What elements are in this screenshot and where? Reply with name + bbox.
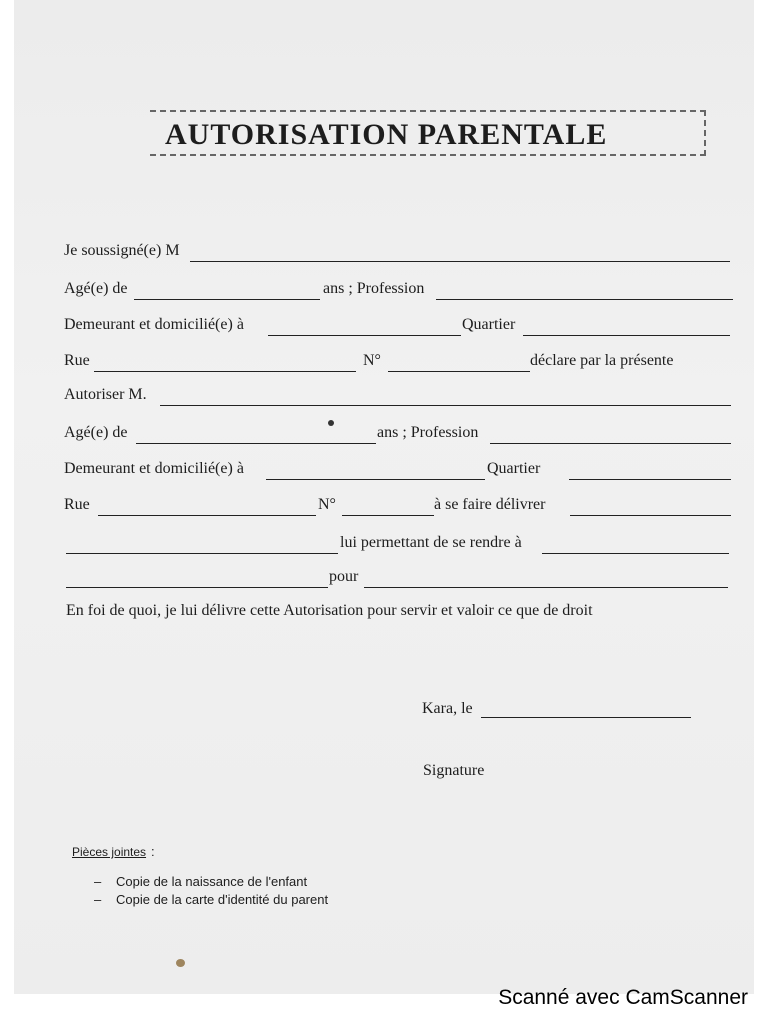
dash-icon: – <box>94 874 102 889</box>
blank-line[interactable] <box>190 260 730 262</box>
label-age: Agé(e) de <box>64 424 128 441</box>
label-pour: pour <box>329 568 359 585</box>
blank-line[interactable] <box>569 478 731 480</box>
attachment-item <box>94 874 307 889</box>
form-row-age <box>64 278 732 302</box>
label-domicile: Demeurant et domicilié(e) à <box>64 316 244 333</box>
label-quartier: Quartier <box>462 316 516 333</box>
ink-spot <box>328 420 334 426</box>
attachments-colon: : <box>151 844 155 859</box>
label-soussigne: Je soussigné(e) M <box>64 242 180 259</box>
label-delivrer: à se faire délivrer <box>434 496 546 513</box>
form-row-name <box>64 240 732 264</box>
blank-line[interactable] <box>66 552 338 554</box>
label-numero: N° <box>363 352 381 369</box>
blank-line[interactable] <box>364 586 728 588</box>
form-row-authorize <box>64 384 732 408</box>
label-domicile: Demeurant et domicilié(e) à <box>64 460 244 477</box>
form-row-child-address <box>64 458 732 482</box>
label-numero: N° <box>318 496 336 513</box>
attachment-text: Copie de la naissance de l'enfant <box>116 874 308 889</box>
label-profession: ans ; Profession <box>323 280 425 297</box>
blank-line[interactable] <box>436 298 733 300</box>
blank-line[interactable] <box>523 334 730 336</box>
place-date-label: Kara, le <box>422 700 473 717</box>
blank-line[interactable] <box>66 586 328 588</box>
blank-line[interactable] <box>98 514 316 516</box>
form-row-purpose <box>64 566 732 590</box>
blank-line[interactable] <box>268 334 461 336</box>
date-blank-line[interactable] <box>481 717 691 718</box>
label-declare: déclare par la présente <box>530 352 674 369</box>
attachment-item <box>94 892 328 907</box>
form-row-street <box>64 350 732 374</box>
form-row-child-street <box>64 494 732 518</box>
form-row-child-age <box>64 422 732 446</box>
scanner-watermark: Scanné avec CamScanner <box>498 986 748 1009</box>
blank-line[interactable] <box>136 442 376 444</box>
blank-line[interactable] <box>542 552 729 554</box>
label-quartier: Quartier <box>487 460 541 477</box>
dash-icon: – <box>94 892 102 907</box>
label-rue: Rue <box>64 496 90 513</box>
blank-line[interactable] <box>570 514 731 516</box>
label-profession: ans ; Profession <box>377 424 479 441</box>
label-rendre: lui permettant de se rendre à <box>340 534 522 551</box>
stain-spot <box>176 959 185 967</box>
label-age: Agé(e) de <box>64 280 128 297</box>
signature-label: Signature <box>423 762 485 779</box>
blank-line[interactable] <box>266 478 485 480</box>
form-row-destination <box>64 532 732 556</box>
closing-statement: En foi de quoi, je lui délivre cette Autorisation pour servir et valoir ce que de droit <box>66 602 593 619</box>
blank-line[interactable] <box>388 370 530 372</box>
blank-line[interactable] <box>94 370 356 372</box>
blank-line[interactable] <box>342 514 434 516</box>
document-title: AUTORISATION PARENTALE <box>165 118 608 151</box>
attachment-text: Copie de la carte d'identité du parent <box>116 892 329 907</box>
form-row-address <box>64 314 732 338</box>
blank-line[interactable] <box>160 404 731 406</box>
blank-line[interactable] <box>134 298 320 300</box>
blank-line[interactable] <box>490 442 731 444</box>
attachments-label: Pièces jointes <box>72 845 147 859</box>
label-autoriser: Autoriser M. <box>64 386 147 403</box>
label-rue: Rue <box>64 352 90 369</box>
